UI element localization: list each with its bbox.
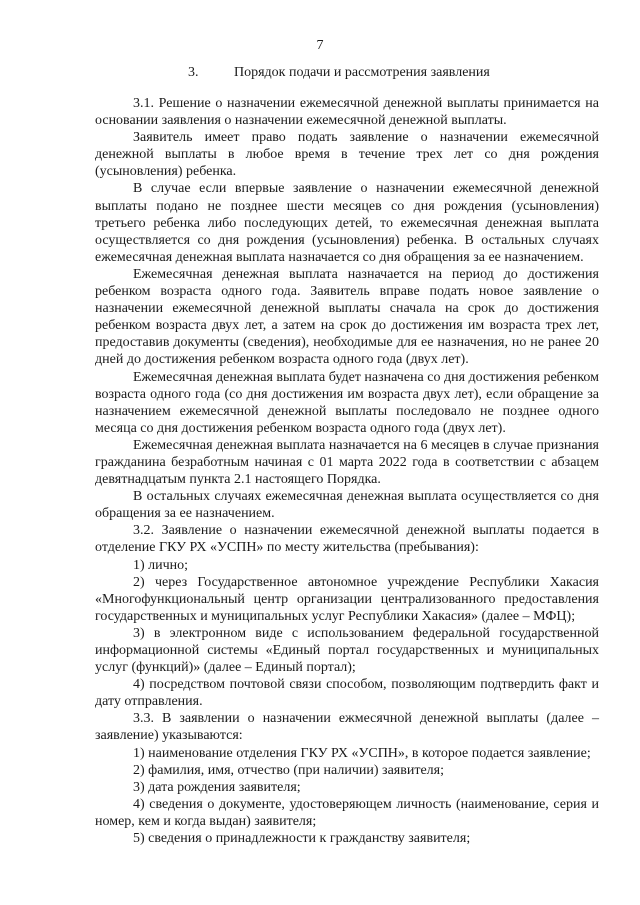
- document-body: [95, 95, 599, 847]
- paragraph: В случае если впервые заявление о назначении ежемесячной денежной выплаты подано не позднее шести месяцев со дня рождения (усыновления) третьего ребенка либо последующих детей, то ежемесячная денежная выплата осуществляется со дня рождения (усыновления) ребенка. В остальных случаях ежемесячная денежная выплата назначается со дня обращения за ее назначением.: [95, 181, 599, 265]
- paragraph: Ежемесячная денежная выплата назначается на период до достижения ребенком возраста одного года. Заявитель вправе подать новое заявление о назначении ежемесячной денежной выплаты сначала на срок до достижения ребенком возраста двух лет, а затем на срок до достижения им возраста трех лет, предоставив документы (сведения), необходимые для ее назначения, но не ранее 20 дней до достижения ребенком возраста одного года (двух лет).: [95, 266, 599, 368]
- list-item: 5) сведения о принадлежности к гражданству заявителя;: [133, 831, 471, 847]
- paragraph: 3.1. Решение о назначении ежемесячной денежной выплаты принимается на основании заявления о назначении ежемесячной денежной выплаты.: [95, 96, 599, 129]
- list-item: 3) дата рождения заявителя;: [133, 779, 301, 795]
- list-item: 1) наименование отделения ГКУ РХ «УСПН», в которое подается заявление;: [133, 745, 591, 761]
- page-number: 7: [316, 38, 324, 53]
- paragraph: В остальных случаях ежемесячная денежная выплата осуществляется со дня обращения за ее назначением.: [95, 489, 599, 522]
- paragraph: Заявитель имеет право подать заявление о назначении ежемесячной денежной выплаты в любое время в течение трех лет со дня рождения (усыновления) ребенка.: [95, 130, 599, 180]
- section-heading: [188, 65, 490, 81]
- list-item: 3) в электронном виде с использованием федеральной государственной информационной системы «Единый портал государственных и муниципальных услуг (функций)» (далее – Единый портал);: [95, 625, 599, 676]
- section-title: Порядок подачи и рассмотрения заявления: [234, 65, 490, 80]
- list-item: 4) сведения о документе, удостоверяющем личность (наименование, серия и номер, кем и когда выдан) заявителя;: [95, 796, 599, 829]
- paragraph: 3.2. Заявление о назначении ежемесячной денежной выплаты подается в отделение ГКУ РХ «УСПН» по месту жительства (пребывания):: [95, 523, 599, 556]
- paragraph: Ежемесячная денежная выплата будет назначена со дня достижения ребенком возраста одного года (со дня достижения им возраста двух лет), если обращение за назначением ежемесячной денежной выплаты последовало не позднее одного месяца со дня достижения ребенком возраста одного года (двух лет).: [95, 369, 599, 436]
- paragraph: 3.3. В заявлении о назначении ежмесячной денежной выплаты (далее – заявление) указываются:: [95, 711, 599, 744]
- paragraph: Ежемесячная денежная выплата назначается на 6 месяцев в случае признания гражданина безработным начиная с 01 марта 2022 года в соответствии с абзацем девятнадцатым пункта 2.1 настоящего Порядка.: [95, 437, 599, 488]
- list-item: 4) посредством почтовой связи способом, позволяющим подтвердить факт и дату отправления.: [95, 677, 599, 710]
- list-item: 1) лично;: [133, 557, 189, 573]
- list-item: 2) фамилия, имя, отчество (при наличии) заявителя;: [133, 762, 444, 778]
- list-item: 2) через Государственное автономное учреждение Республики Хакасия «Многофункциональный центр организации централизованного предоставления государственных и муниципальных услуг Республики Хакасия» (далее – МФЦ);: [95, 574, 599, 624]
- section-number: 3.: [188, 65, 199, 80]
